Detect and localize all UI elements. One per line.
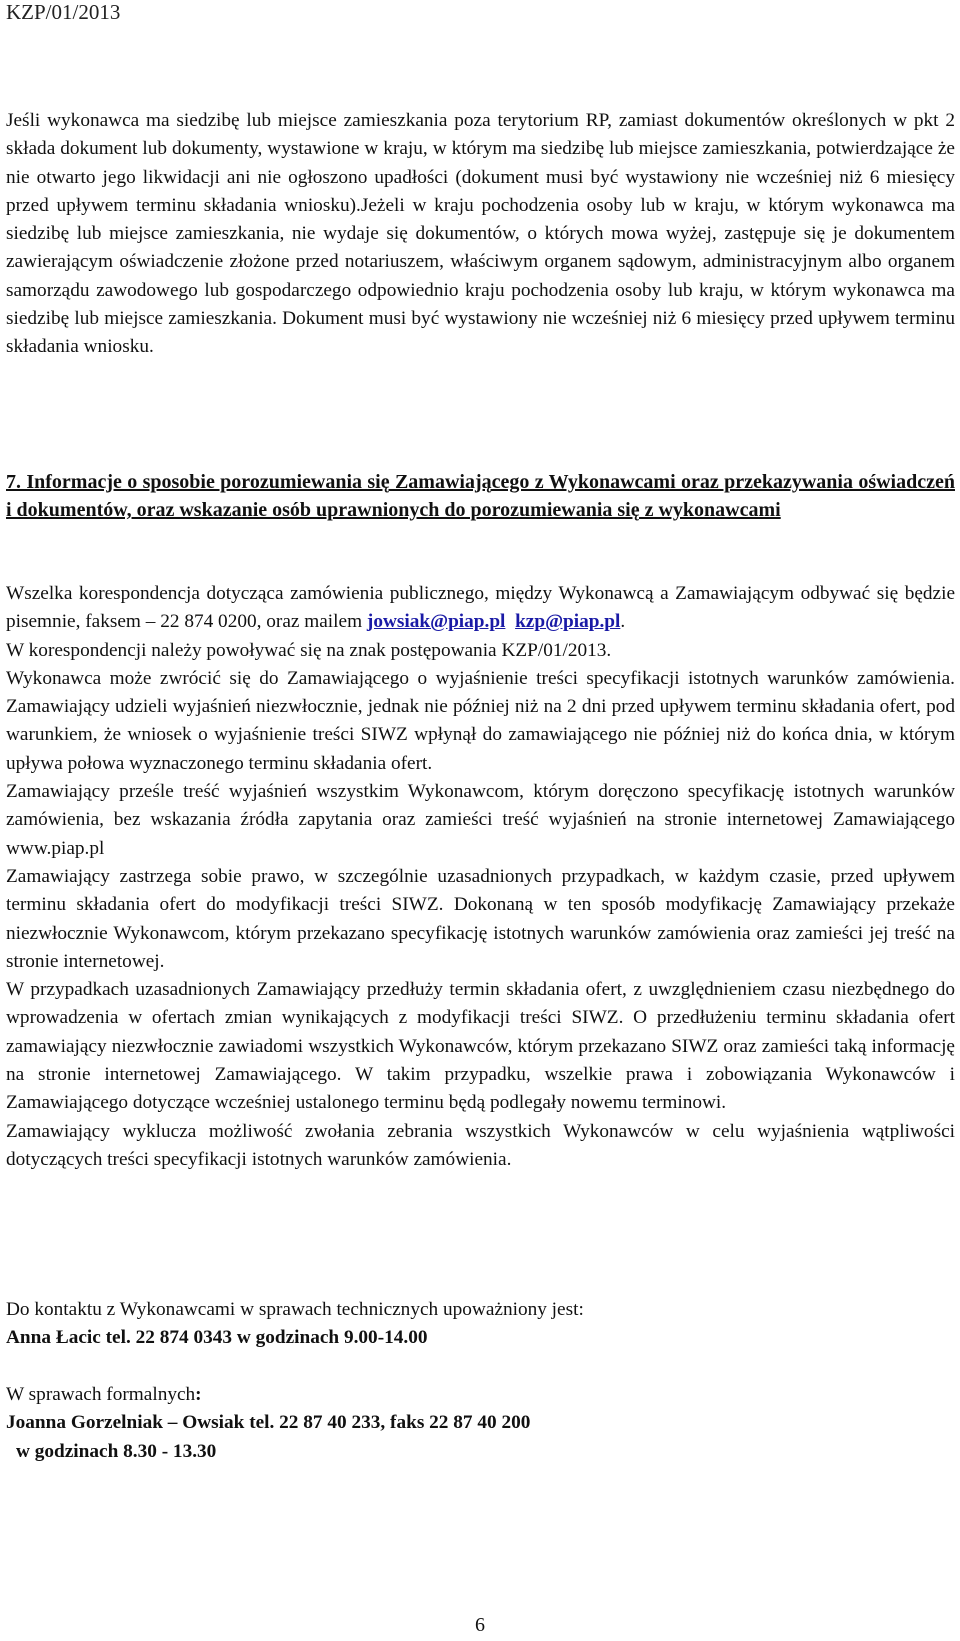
substitute-documents-text: Jeżeli w kraju pochodzenia osoby lub w kraju, w którym wykonawca ma siedzibę lub miejsce zamieszkania, nie wydaje się dokumentów, o których mowa wyżej, zastępuje się je dokumentem zawierającym oświadczenie złożone przed notariuszem, właściwym organem sądowym, administracyjnym albo organem samorządu zawodowego lub gospodarczego odpowiednio kraju pochodzenia osoby lub kraju, w którym wykonawca ma siedzibę lub miejsce zamieszkania. Dokument musi być wystawiony nie wcześniej niż 6 miesięcy przed upływem terminu składania wniosku. xyxy=(6,194,955,358)
formal-contact-label: W sprawach formalnych xyxy=(6,1384,196,1405)
page-number: 6 xyxy=(475,1614,485,1636)
meeting-paragraph: Zamawiający wyklucza możliwość zwołania zebrania wszystkich Wykonawców w celu wyjaśnienia wątpliwości dotyczących treści specyfikacji istotnych warunków zamówienia. xyxy=(6,1120,955,1170)
foreign-contractor-paragraph xyxy=(6,107,955,362)
clarification-paragraph: Wykonawca może zwrócić się do Zamawiającego o wyjaśnienie treści specyfikacji istotnych warunków zamówienia. Zamawiający udzieli wyjaśnień niezwłocznie, jednak nie później niż na 2 dni przed upływem terminu składania ofert, pod warunkiem, że wniosek o wyjaśnienie treści SIWZ wpłynął do zamawiającego nie później niż do końca dnia, w którym upływa połowa wyznaczonego terminu składania ofert. xyxy=(6,667,955,774)
foreign-documents-text: Jeśli wykonawca ma siedzibę lub miejsce zamieszkania poza terytorium RP, zamiast dokumentów określonych w pkt 2 składa dokument lub dokumenty, wystawione w kraju, w którym ma siedzibę lub miejsce zamieszkania, potwierdzające że nie otwarto jego likwidacji ani nie ogłoszono upadłości (dokument musi być wystawiony nie wcześniej niż 6 miesięcy przed upływem terminu składania wniosku). xyxy=(6,110,955,216)
formal-contact-person: Joanna Gorzelniak – Owsiak tel. 22 87 40 233, faks 22 87 40 200 xyxy=(6,1412,531,1434)
modification-paragraph: Zamawiający zastrzega sobie prawo, w szczególnie uzasadnionych przypadkach, w każdym czasie, przed upływem terminu składania ofert do modyfikacji treści SIWZ. Dokonaną w ten sposób modyfikację Zamawiający przekaże niezwłocznie Wykonawcom, którym przekazano specyfikację istotnych warunków zamówienia oraz zamieści jej treść na stronie internetowej. xyxy=(6,865,955,972)
formal-contact-block xyxy=(6,1381,955,1466)
technical-contact-person: Anna Łacic tel. 22 874 0343 w godzinach 9.00-14.00 xyxy=(6,1327,428,1349)
correspondence-text: Wszelka korespondencja dotycząca zamówienia publicznego, między Wykonawcą a Zamawiającym odbywać się będzie pisemnie, faksem – 22 874 0200, oraz mailem xyxy=(6,583,955,633)
document-code-header: KZP/01/2013 xyxy=(6,0,121,24)
technical-contact-block xyxy=(6,1296,955,1353)
section-7-heading: 7. Informacje o sposobie porozumiewania się Zamawiającego z Wykonawcami oraz przekazywania oświadczeń i dokumentów, oraz wskazanie osób uprawnionych do porozumiewania się z wykonawcami xyxy=(6,471,955,522)
reference-line: W korespondencji należy powoływać się na znak postępowania KZP/01/2013. xyxy=(6,639,612,661)
email-link-kzp[interactable]: kzp@piap.pl xyxy=(515,611,621,633)
correspondence-paragraph xyxy=(6,580,955,1174)
technical-contact-label: Do kontaktu z Wykonawcami w sprawach technicznych upoważniony jest: xyxy=(6,1299,584,1320)
formal-contact-colon: : xyxy=(195,1384,202,1405)
formal-contact-hours: w godzinach 8.30 - 13.30 xyxy=(16,1440,217,1462)
extension-paragraph: W przypadkach uzasadnionych Zamawiający przedłuży termin składania ofert, z uwzględnieniem czasu niezbędnego do wprowadzenia w ofertach zmian wynikających z modyfikacji treści SIWZ. O przedłużeniu terminu składania ofert zamawiający niezwłocznie zawiadomi wszystkich Wykonawców, którym przekazano SIWZ oraz zamieści taką informację na stronie internetowej Zamawiającego. W takim przypadku, wszelkie prawa i zobowiązania Wykonawców i Zamawiającego dotyczące wcześniej ustalonego terminu będą podlegały nowemu terminowi. xyxy=(6,979,955,1114)
email-end: . xyxy=(620,611,626,633)
forward-paragraph: Zamawiający prześle treść wyjaśnień wszystkim Wykonawcom, którym doręczono specyfikację istotnych warunków zamówienia, bez wskazania źródła zapytania oraz zamieści treść wyjaśnień na stronie internetowej Zamawiającego www.piap.pl xyxy=(6,781,955,859)
email-link-jowsiak[interactable]: jowsiak@piap.pl xyxy=(366,611,506,633)
